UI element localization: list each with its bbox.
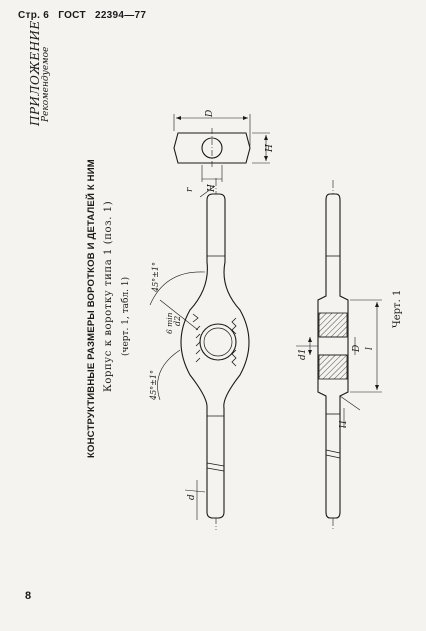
dim-top-width: D xyxy=(205,109,215,117)
dim-inner-d1: d1 xyxy=(298,348,308,360)
dim-top-height: H xyxy=(265,144,275,152)
top-view xyxy=(174,114,270,182)
section-title: КОНСТРУКТИВНЫЕ РАЗМЕРЫ ВОРОТКОВ И ДЕТАЛЕЙ К НИМ xyxy=(86,159,97,458)
page-mark: 8 xyxy=(25,590,32,602)
standard-label: ГОСТ xyxy=(58,10,86,21)
dim-chamfer: d2 xyxy=(173,315,182,326)
dim-chamfer-min: 6 min xyxy=(165,312,174,334)
dim-radius: r xyxy=(185,187,195,192)
standard-number: 22394—77 xyxy=(94,10,147,21)
appendix-title: ПРИЛОЖЕНИЕ xyxy=(28,20,42,126)
reference-note: (черт. 1, табл. 1) xyxy=(121,276,131,356)
dim-top-length: H xyxy=(207,184,217,192)
dim-angle-lower: 45°±1° xyxy=(149,370,158,400)
dim-angle-upper: 45°±1° xyxy=(151,262,160,292)
side-view-holder xyxy=(150,178,249,530)
dim-inner-D: D xyxy=(352,344,362,352)
section-view-holder xyxy=(296,180,382,530)
dim-length-l: l xyxy=(365,347,375,350)
part-title: Корпус к воротку типа 1 (поз. 1) xyxy=(103,200,114,392)
dim-end-diameter: d xyxy=(187,494,197,500)
page-number: Стр. 6 xyxy=(18,10,50,21)
dim-length-l1: l1 xyxy=(339,419,349,428)
figure-label: Черт. 1 xyxy=(392,289,403,328)
appendix-subtitle: Рекомендуемое xyxy=(41,46,51,122)
